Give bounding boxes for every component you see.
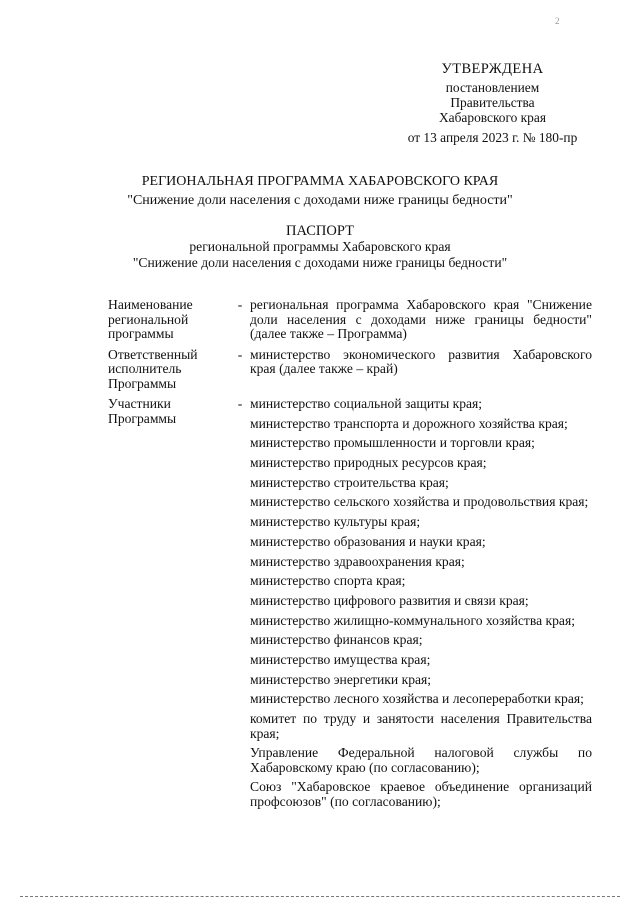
passport-title: ПАСПОРТ — [286, 223, 354, 239]
participants-list — [250, 397, 592, 815]
row-label: Ответственный исполнитель Программы — [108, 346, 198, 391]
participant-item: министерство лесного хозяйства и лесопереработки края; — [250, 691, 584, 707]
passport-row-executor — [108, 348, 592, 392]
participant-item: министерство транспорта и дорожного хозяйства края; — [250, 415, 568, 431]
participant-item: комитет по труду и занятости населения Правительства края; — [250, 711, 592, 741]
participant-item: министерство образования и науки края; — [250, 533, 486, 549]
approval-line: Правительства — [450, 95, 535, 110]
page-bottom-divider — [20, 896, 620, 897]
approval-block — [380, 62, 605, 145]
participant-item: министерство сельского хозяйства и продовольствия края; — [250, 494, 589, 510]
document-title: РЕГИОНАЛЬНАЯ ПРОГРАММА ХАБАРОВСКОГО КРАЯ — [141, 174, 499, 189]
participant-item: министерство имущества края; — [250, 651, 431, 667]
row-value: региональная программа Хабаровского края "Снижение доли населения с доходами ниже границы бедности" (далее также – Программа) — [250, 297, 592, 341]
passport-row-name — [108, 298, 592, 342]
passport-subtitle-line: "Снижение доли населения с доходами ниже границы бедности" — [132, 255, 508, 270]
passport-table — [108, 298, 592, 821]
participant-item: министерство здравоохранения края; — [250, 553, 465, 569]
passport-row-participants — [108, 397, 592, 815]
participant-item: министерство энергетики края; — [250, 671, 432, 687]
participant-item: министерство природных ресурсов края; — [250, 455, 487, 471]
row-label: Участники Программы — [108, 396, 177, 426]
passport-subtitle — [40, 239, 600, 271]
row-label: Наименование региональной программы — [108, 297, 193, 341]
row-dash: - — [237, 346, 243, 362]
row-dash: - — [237, 297, 243, 312]
approval-line: постановлением — [445, 80, 540, 95]
approval-date: от 13 апреля 2023 г. № 180-пр — [407, 130, 578, 145]
participant-item: министерство финансов края; — [250, 632, 423, 648]
participant-item: министерство жилищно-коммунального хозяйства края; — [250, 612, 575, 628]
participant-item: министерство цифрового развития и связи края; — [250, 592, 529, 608]
participant-item: Управление Федеральной налоговой службы по Хабаровскому краю (по согласованию); — [250, 745, 592, 775]
participant-item: Союз "Хабаровское краевое объединение организаций профсоюзов" (по согласованию); — [250, 779, 592, 809]
passport-subtitle-line: региональной программы Хабаровского края — [189, 239, 451, 254]
participant-item: министерство спорта края; — [250, 573, 406, 589]
row-value: министерство экономического развития Хабаровского края (далее также – край) — [250, 346, 592, 376]
participant-item: министерство промышленности и торговли края; — [250, 435, 535, 451]
row-dash: - — [237, 396, 243, 411]
document-subtitle: "Снижение доли населения с доходами ниже границы бедности" — [127, 193, 513, 208]
participant-item: министерство культуры края; — [250, 514, 421, 530]
page-number: 2 — [555, 16, 560, 26]
participant-item: министерство строительства края; — [250, 474, 449, 490]
participant-item: министерство социальной защиты края; — [250, 396, 483, 411]
approval-title: УТВЕРЖДЕНА — [441, 61, 544, 77]
approval-line: Хабаровского края — [439, 110, 546, 125]
